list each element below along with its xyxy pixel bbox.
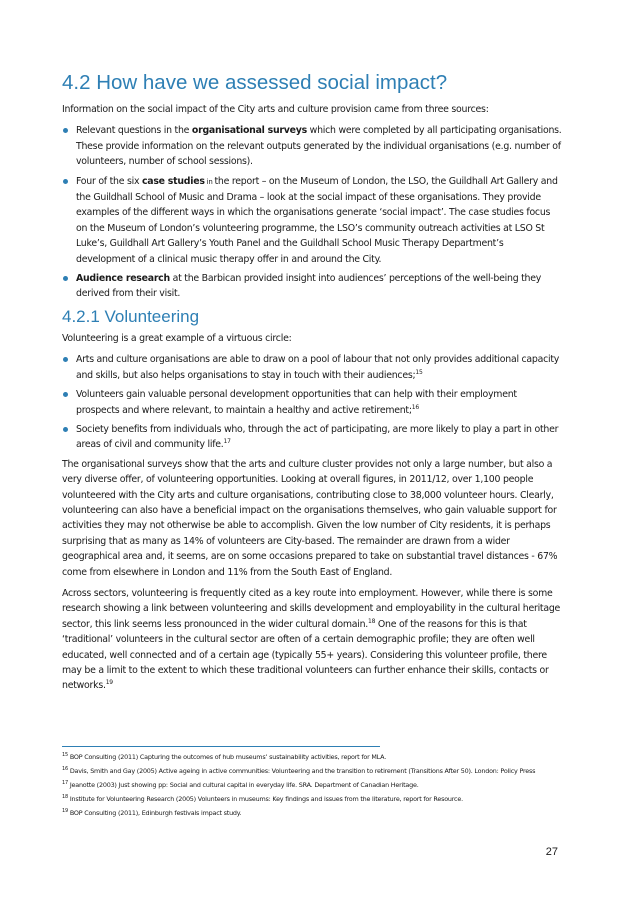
page-number: 27 [545, 846, 558, 858]
list-item: Volunteers gain valuable personal development opportunities that can help with their employment prospects and where relevant, to maintain a healthy and active retirement;$^{16}$ [62, 387, 562, 418]
section-intro: Information on the social impact of the City arts and culture provision came from three sources: [62, 104, 489, 115]
footnote: $^{15}$ BOP Consulting (2011) Capturing the outcomes of hub museums’ sustainability activities, report for MLA. [62, 751, 387, 761]
footnote-ref[interactable]: 18 [368, 617, 376, 625]
footnotes [62, 752, 572, 822]
list-item: Relevant questions in the organisational surveys which were completed by all participating organisations. These provide information on the relevant outputs generated by the individual organisations (e.g. number of volunteers, number of school sessions). [62, 123, 562, 169]
sources-list [62, 123, 562, 301]
footnote-ref[interactable]: 19 [105, 679, 113, 687]
list-item: Society benefits from individuals who, through the act of participating, are more likely to play a part in other areas of civil and community life.$^{17}$ [62, 422, 562, 453]
virtuous-circle-list [62, 352, 562, 452]
bold-term: organisational surveys [191, 125, 307, 137]
paragraph-surveys: The organisational surveys show that the arts and culture cluster provides not only a large number, but also a very diverse offer, of volunteering opportunities. Looking at overall figures, in 2011/12, over 1,100 people volunteered with the City arts and culture organisations, contributing close to 38,000 volunteer hours. Clearly, volunteering can also have a beneficial impact on the organisations themselves, who gain valuable support for activities they may not otherwise be able to accomplish. Given the low number of City residents, it is perhaps surprising that as many as 14% of volunteers are City-based. The remainder are drawn from a wider geographical area and, it seems, are on some occasions prepared to take on substantial travel distances - 67% come from elsewhere in London and 11% from the South East of England. [62, 458, 558, 578]
footnote: $^{17}$ Jeanotte (2003) Just showing pp: Social and cultural capital in everyday life. SRA. Department of Canadian Heritage. [62, 779, 419, 789]
footnote: $^{16}$ Davis, Smith and Gay (2005) Active ageing in active communities: Volunteering and the transition to retirement (Transitions After 50). London: Policy Press [62, 765, 536, 775]
footnote-ref[interactable]: 17 [223, 438, 231, 446]
page-content [62, 70, 562, 700]
bold-term: Audience research [76, 273, 170, 285]
list-item: Four of the six case studies in the report – on the Museum of London, the LSO, the Guildhall Art Gallery and the Guildhall School of Music and Drama – look at the social impact of these organisations. They provide examples of the different ways in which the organisations generate ‘social impact’. The case studies focus on the Museum of London’s volunteering programme, the LSO’s community outreach activities at LSO St Luke’s, Guildhall Art Gallery’s Youth Panel and the Guildhall School Music Therapy Department’s development of a clinical music therapy offer in and around the City. [62, 174, 562, 267]
footnote-divider [62, 746, 380, 747]
footnote: $^{18}$ Institute for Volunteering Research (2005) Volunteers in museums: Key findings and issues from the literature, report for Resource. [62, 793, 463, 803]
footnote-ref[interactable]: 15 [415, 368, 423, 376]
list-item: Audience research at the Barbican provided insight into audiences’ perceptions of the well-being they derived from their visit. [62, 271, 562, 302]
footnote-ref[interactable]: 16 [411, 403, 419, 411]
section-heading: 4.2 How have we assessed social impact? [62, 71, 448, 94]
paragraph-employment: Across sectors, volunteering is frequently cited as a key route into employment. However, while there is some research showing a link between volunteering and skills development and employability in the cultural heritage sector, this link seems less pronounced in the wider cultural domain.$^{18}$ One of the reasons for this is that ‘traditional’ volunteers in the cultural sector are often of a certain demographic profile; they are often well educated, well connected and of a certain age (typically 55+ years). Considering this volunteer profile, there may be a limit to the extent to which these traditional volunteers can further enhance their skills, contacts or networks.$^{19}$ [62, 587, 561, 692]
bold-term: case studies [141, 175, 205, 187]
subsection-intro: Volunteering is a great example of a virtuous circle: [62, 332, 292, 344]
footnote: $^{19}$ BOP Consulting (2011), Edinburgh festivals impact study. [62, 807, 242, 817]
subsection-heading: 4.2.1 Volunteering [62, 306, 200, 326]
list-item: Arts and culture organisations are able to draw on a pool of labour that not only provides additional capacity and skills, but also helps organisations to stay in touch with their audiences;$^{15}$ [62, 352, 562, 383]
